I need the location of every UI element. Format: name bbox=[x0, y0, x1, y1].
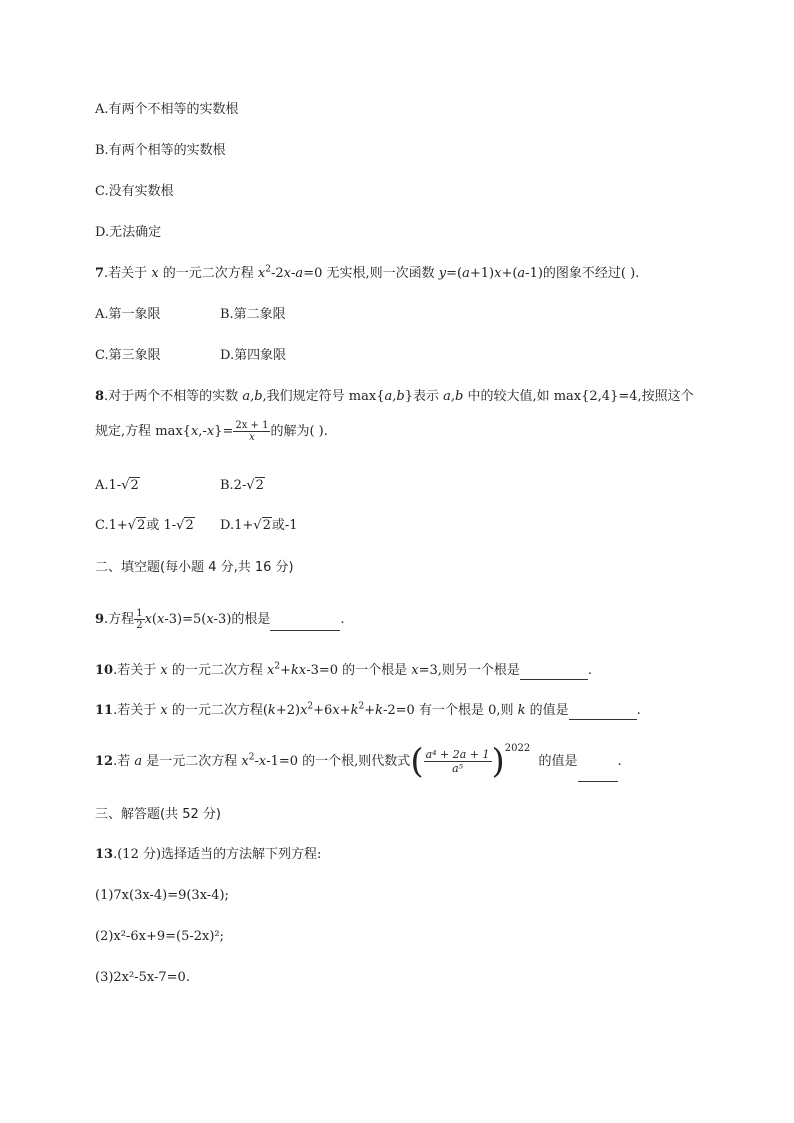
question-11: 11.若关于 x 的一元二次方程$(k+2)x^2+6x+k^2+k-2=0$ 有一个根是 0,则 k 的值是 . bbox=[95, 701, 641, 718]
question-7: 7.若关于 x 的一元二次方程 $x^2-2x-a=0$ 无实根,则一次函数 y=(a+1)x+(a-1)的图象不经过( ). bbox=[95, 264, 640, 281]
option-6a: A.有两个不相等的实数根 bbox=[95, 102, 239, 117]
question-13-part2: (2)x²-6x+9=(5-2x)²; bbox=[95, 929, 225, 944]
option-8b: B.2-√2 bbox=[220, 478, 264, 493]
question-10: 10.若关于 x 的一元二次方程 $x^2+kx-3=0$ 的一个根是 x=3,则另一个根是 . bbox=[95, 661, 593, 678]
question-8-line2: 规定,方程 max{x,-x}= $\frac{2x + 1}{x}$ 的解为( ). bbox=[95, 420, 328, 443]
question-13-part1: (1)7x(3x-4)=9(3x-4); bbox=[95, 888, 229, 903]
answer-blank[interactable] bbox=[520, 665, 588, 680]
answer-blank[interactable] bbox=[270, 616, 340, 631]
option-6b: B.有两个相等的实数根 bbox=[95, 143, 226, 158]
question-12: 12.若 a 是一元二次方程 $x^2-x-1=0$ 的一个根,则代数式( $\frac{\text{a⁴ + 2a + 1}}{\text{a⁵}}$ )$^{2022}$ 的值是 . bbox=[95, 741, 622, 782]
question-8-line1: 8.对于两个不相等的实数 a,b,我们规定符号 max{a,b}表示 a,b 中的较大值,如 max{2,4}=4,按照这个 bbox=[95, 389, 694, 404]
option-6c: C.没有实数根 bbox=[95, 184, 174, 199]
section-3-title: 三、解答题(共 52 分) bbox=[95, 807, 221, 822]
question-13: 13.(12 分)选择适当的方法解下列方程: bbox=[95, 847, 322, 862]
option-7a: A.第一象限 bbox=[95, 307, 161, 322]
option-8c: C.1+√2或 1-√2 bbox=[95, 518, 194, 533]
option-7c: C.第三象限 bbox=[95, 348, 161, 363]
option-6d: D.无法确定 bbox=[95, 225, 162, 240]
answer-blank[interactable] bbox=[578, 767, 618, 782]
option-8d: D.1+√2或-1 bbox=[220, 518, 298, 533]
option-7d: D.第四象限 bbox=[220, 348, 287, 363]
question-13-part3: (3)2x²-5x-7=0. bbox=[95, 970, 190, 985]
answer-blank[interactable] bbox=[569, 705, 637, 720]
fraction-half: $\frac{1}{2}$ bbox=[136, 608, 143, 631]
section-2-title: 二、填空题(每小题 4 分,共 16 分) bbox=[95, 560, 294, 575]
fraction: $\frac{2x + 1}{x}$ bbox=[235, 420, 269, 443]
question-9: 9.方程 $\frac{1}{2}$ x(x-3)=5(x-3)的根是 . bbox=[95, 608, 345, 631]
option-8a: A.1-√2 bbox=[95, 478, 139, 493]
expression-fraction: $\frac{\text{a⁴ + 2a + 1}}{\text{a⁵}}$ bbox=[425, 748, 490, 775]
option-7b: B.第二象限 bbox=[220, 307, 286, 322]
